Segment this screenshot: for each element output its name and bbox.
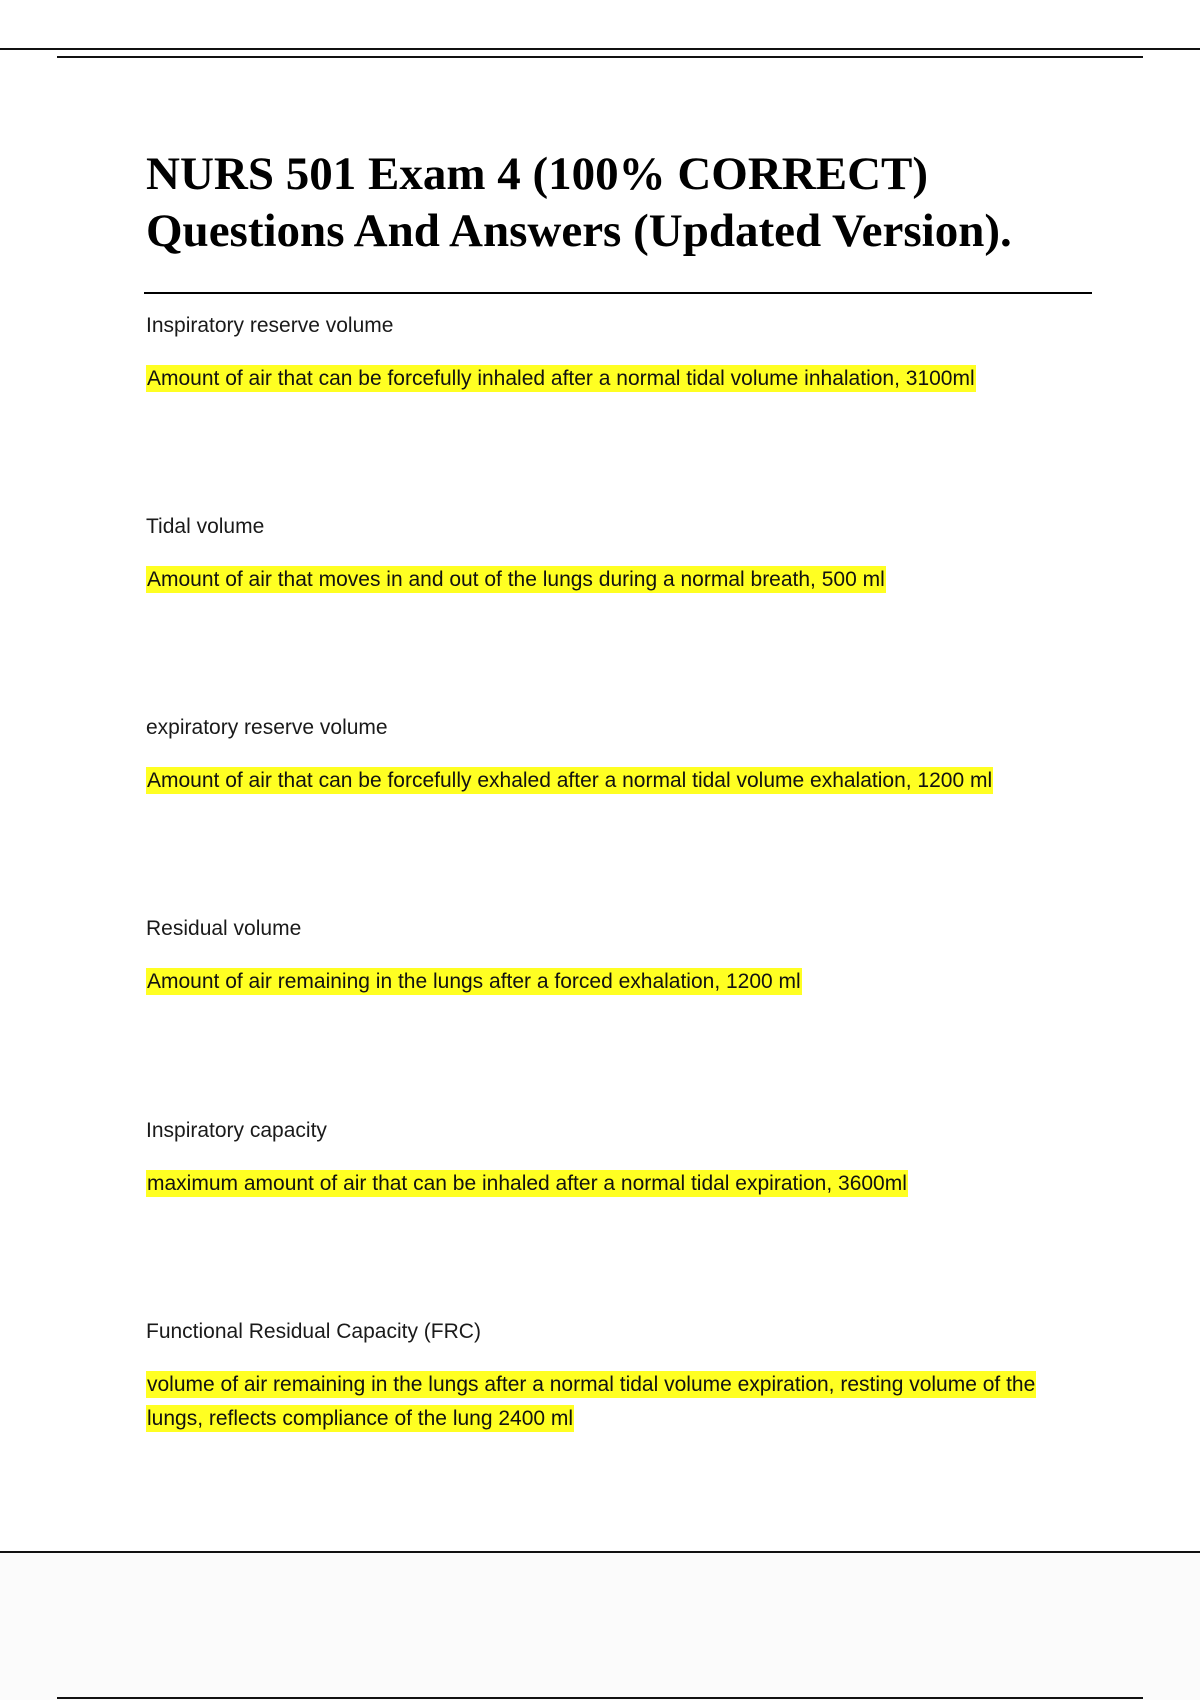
page-top-border — [0, 48, 1200, 50]
qa-item-4 — [146, 916, 1096, 999]
question-text: Inspiratory capacity — [146, 1119, 327, 1142]
next-page-header-rule — [57, 1697, 1143, 1699]
answer-text — [146, 764, 1096, 798]
answer-text — [146, 1368, 1096, 1436]
answer-text — [146, 1167, 1096, 1201]
answer-highlight: Amount of air remaining in the lungs after a forced exhalation, 1200 ml — [147, 970, 801, 993]
document-title: NURS 501 Exam 4 (100% CORRECT) Questions And Answers (Updated Version). — [146, 148, 1012, 257]
answer-highlight: maximum amount of air that can be inhaled after a normal tidal expiration, 3600ml — [147, 1172, 907, 1195]
qa-item-3 — [146, 715, 1096, 798]
qa-item-5 — [146, 1118, 1096, 1201]
question-text: Inspiratory reserve volume — [146, 314, 394, 337]
answer-text — [146, 965, 1096, 999]
question-text: Functional Residual Capacity (FRC) — [146, 1320, 481, 1343]
page-header-rule — [57, 56, 1143, 58]
qa-item-6 — [146, 1319, 1096, 1436]
qa-item-1 — [146, 313, 1096, 396]
answer-highlight: Amount of air that can be forcefully exhaled after a normal tidal volume exhalation, 1200 ml — [147, 769, 993, 792]
qa-item-2 — [146, 514, 1096, 597]
question-text: expiratory reserve volume — [146, 716, 388, 739]
answer-highlight: Amount of air that can be forcefully inhaled after a normal tidal volume inhalation, 3100ml — [147, 367, 975, 390]
answer-text — [146, 362, 1096, 396]
question-text: Tidal volume — [146, 515, 265, 538]
answer-text — [146, 563, 1096, 597]
title-underline — [144, 292, 1092, 294]
question-text: Residual volume — [146, 917, 302, 940]
next-page-area — [0, 1553, 1200, 1700]
answer-highlight: volume of air remaining in the lungs after a normal tidal volume expiration, resting volume of the lungs, reflects compliance of the lung 2400 ml — [147, 1373, 1036, 1430]
answer-highlight: Amount of air that moves in and out of the lungs during a normal breath, 500 ml — [147, 568, 885, 591]
